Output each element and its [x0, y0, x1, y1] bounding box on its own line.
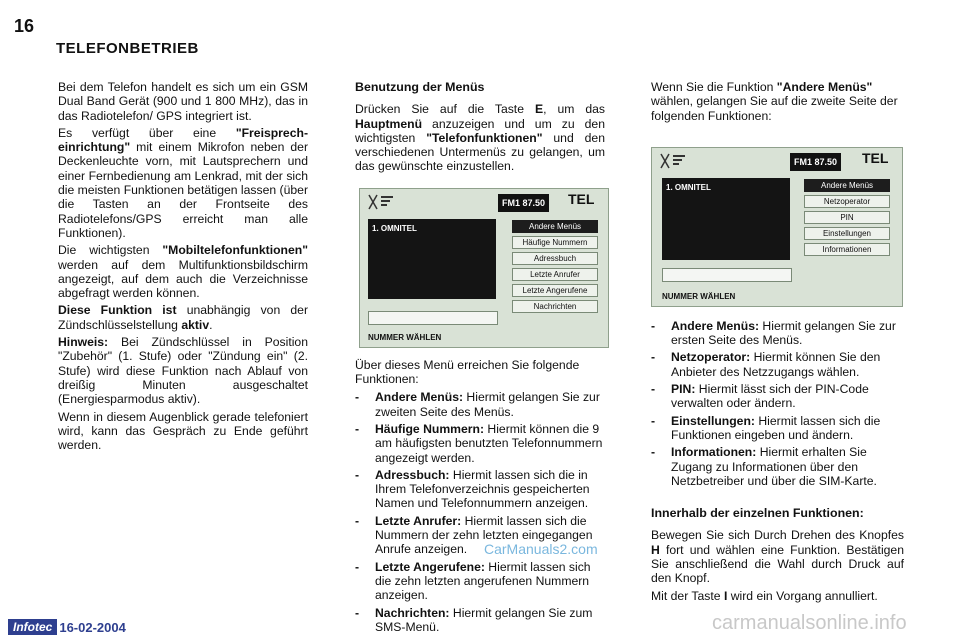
paragraph: Bewegen Sie sich Durch Drehen des Knopfes H fort und wählen eine Funktion. Bestätigen Sie anschließend die Wahl durch Druck auf den Knopf.	[651, 528, 904, 586]
menu-button[interactable]: Einstellungen	[804, 227, 890, 240]
paragraph: Hinweis: Bei Zündschlüssel in Position "Zubehör" (1. Stufe) oder "Zündung ein" (2. Stufe) wird diese Funktion nach Ablauf von dreißig Minuten ausgeschaltet (Energiesparmodus aktiv).	[58, 335, 308, 407]
list-item: - Letzte Angerufene: Hiermit lassen sich die zehn letzten angerufenen Nummern anzeigen.	[355, 559, 591, 603]
menu-function-list	[355, 390, 605, 634]
section-heading: Innerhalb der einzelnen Funktionen:	[651, 506, 864, 521]
number-input[interactable]	[368, 311, 498, 325]
paragraph: Wenn in diesem Augenblick gerade telefoniert wird, kann das Gespräch zu Ende geführt werden.	[58, 409, 308, 453]
network-panel: 1. OMNITEL	[368, 219, 496, 299]
radio-frequency: FM1 87.50	[790, 153, 841, 171]
tel-label: TEL	[862, 149, 889, 166]
menu-button[interactable]: Häufige Nummern	[512, 236, 598, 249]
paragraph: Über dieses Menü erreichen Sie folgende Funktionen:	[355, 357, 580, 387]
list-item: - Letzte Anrufer: Hiermit lassen sich die Nummern der zehn letzten eingegangen Anrufe anzeigen.	[355, 513, 593, 557]
paragraph: Diese Funktion ist unabhängig von der Zündschlüsselstellung aktiv.	[58, 303, 308, 332]
watermark: CarManuals2.com	[484, 541, 598, 557]
list-item: - PIN: Hiermit lässt sich der PIN-Code verwalten oder ändern.	[651, 382, 869, 411]
page-number: 16	[14, 16, 35, 36]
antenna-icon	[658, 151, 688, 171]
paragraph: Wenn Sie die Funktion "Andere Menüs" wählen, gelangen Sie auf die zweite Seite der folgenden Funktionen:	[651, 80, 898, 123]
menu-button[interactable]: Letzte Anrufer	[512, 268, 598, 281]
menu-screen-1	[359, 188, 609, 348]
menu-button[interactable]: PIN	[804, 211, 890, 224]
network-panel: 1. OMNITEL	[662, 178, 790, 260]
screen-topbar	[360, 189, 608, 215]
menu-button[interactable]: Andere Menüs	[512, 220, 598, 233]
paragraph: Die wichtigsten "Mobiltelefonfunktionen" werden auf dem Multifunktionsbildschirm angezeigt, auf dem auch die Verzeichnisse abgefragt werden können.	[58, 243, 308, 301]
second-menu-function-list	[651, 319, 904, 488]
dial-label: NUMMER WÄHLEN	[662, 291, 736, 301]
antenna-icon	[366, 192, 396, 212]
footer	[8, 619, 126, 635]
footer-date: 16-02-2004	[59, 619, 126, 635]
list-item: - Adressbuch: Hiermit lassen sich die in Ihrem Telefonverzeichnis gespeicherten Namen und Telefonnummern anzeigen.	[355, 467, 590, 511]
number-input[interactable]	[662, 268, 792, 282]
paragraph: Es verfügt über eine "Freisprecheinrichtung" mit einem Mikrofon neben der Deckenleuchte vorn, mit Lautsprechern und einer Fernbedienung am Lenkrad, mit der sich die meisten Funktionen betätigen lassen (über die Tasten an der Frontseite des Radiotelefons/GPS erreicht man alle Funktionen).	[58, 125, 308, 240]
page-title: TELEFONBETRIEB	[56, 40, 199, 57]
menu-button[interactable]: Nachrichten	[512, 300, 598, 313]
list-item: - Häufige Nummern: Hiermit können die 9 am häufigsten benutzten Telefonnummern angezeigt werden.	[355, 421, 603, 465]
menu-button[interactable]: Letzte Angerufene	[512, 284, 598, 297]
dial-label: NUMMER WÄHLEN	[368, 332, 442, 342]
list-item: - Netzoperator: Hiermit können Sie den Anbieter des Netzzugangs wählen.	[651, 350, 881, 379]
paragraph: Mit der Taste I wird ein Vorgang annulliert.	[651, 588, 878, 603]
menu-button[interactable]: Netzoperator	[804, 195, 890, 208]
column-1	[58, 80, 308, 455]
list-item: - Andere Menüs: Hiermit gelangen Sie zur zweiten Seite des Menüs.	[355, 390, 600, 419]
paragraph: Bei dem Telefon handelt es sich um ein GSM Dual Band Gerät (900 und 1 800 MHz), das in das Radiotelefon/ GPS integriert ist.	[58, 80, 308, 123]
menu-button[interactable]: Andere Menüs	[804, 179, 890, 192]
column-3	[651, 80, 904, 606]
list-item: - Andere Menüs: Hiermit gelangen Sie zur ersten Seite des Menüs.	[651, 318, 896, 348]
paragraph: Drücken Sie auf die Taste E, um das Hauptmenü anzuzeigen und um zu den wichtigsten "Telefonfunktionen" und den verschiedenen Untermenüs zu gelangen, um das gewünschte einzustellen.	[355, 102, 605, 174]
watermark: carmanualsonline.info	[712, 612, 907, 634]
section-heading: Benutzung der Menüs	[355, 80, 485, 94]
menu-button[interactable]: Informationen	[804, 243, 890, 256]
radio-frequency: FM1 87.50	[498, 194, 549, 212]
tel-label: TEL	[568, 190, 595, 207]
list-item: - Nachrichten: Hiermit gelangen Sie zum SMS-Menü.	[355, 605, 593, 634]
list-item: - Einstellungen: Hiermit lassen sich die Funktionen eingeben und ändern.	[651, 413, 881, 442]
list-item: - Informationen: Hiermit erhalten Sie Zugang zu Informationen über den Netzbetreiber und über die SIM-Karte.	[651, 445, 877, 488]
menu-screen-2	[651, 147, 903, 307]
screen-topbar	[652, 148, 902, 174]
menu-button[interactable]: Adressbuch	[512, 252, 598, 265]
infotec-logo: Infotec	[8, 619, 57, 635]
